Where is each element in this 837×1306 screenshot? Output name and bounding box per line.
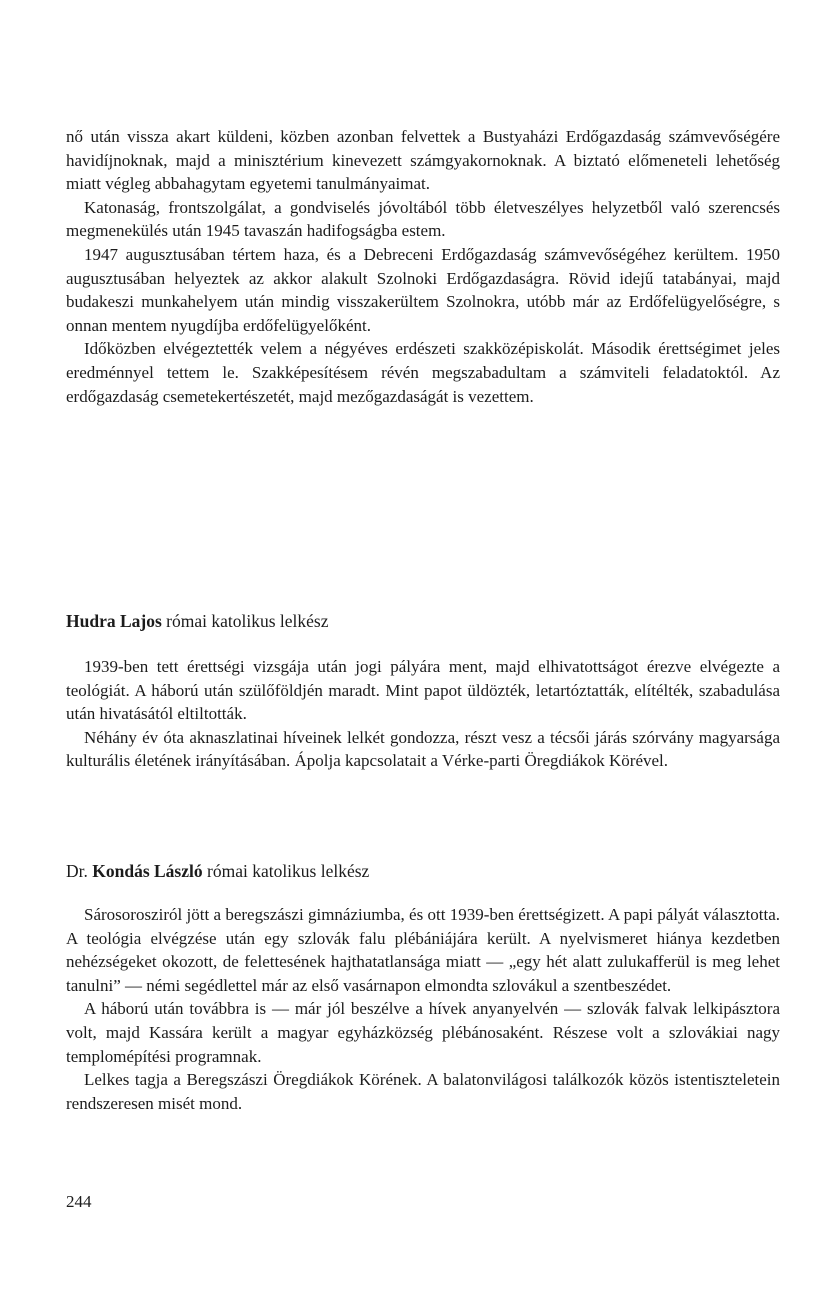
entry-paragraph: Sárosorosziról jött a beregszászi gimnáziumba, és ott 1939-ben érettségizett. A papi pályát választotta. A teológia elvégzése után egy szlovák falu plébániájára került. A nyelvismeret hiánya kezdetben nehézségeket okozott, de felettesének hajthatatlansága miatt — „egy hét alatt zulukafferül is meg lehet tanulni” — némi segédlettel már az első vasárnapon elmondta szlovákul a szentbeszédet. bbox=[66, 905, 780, 995]
entry-role: római katolikus lelkész bbox=[202, 861, 370, 881]
entry-heading-hudra bbox=[66, 609, 780, 633]
entry-role: római katolikus lelkész bbox=[161, 611, 329, 631]
entry-paragraph: Lelkes tagja a Beregszászi Öregdiákok Körének. A balatonvilágosi találkozók közös istentiszteletein rendszeresen misét mond. bbox=[66, 1070, 780, 1113]
entry-name: Kondás László bbox=[92, 861, 203, 881]
entry-heading-kondas bbox=[66, 859, 780, 883]
entry-paragraph: Néhány év óta aknaszlatinai híveinek lelkét gondozza, részt vesz a técsői járás szórvány magyarsága kulturális életének irányításában. Ápolja kapcsolatait a Vérke-parti Öregdiákok Körével. bbox=[66, 727, 780, 771]
intro-paragraph-1: nő után vissza akart küldeni, közben azonban felvettek a Bustyaházi Erdőgazdaság számvevőségére havidíjnoknak, majd a minisztérium kinevezett számgyakornoknak. A biztató előmeneteli lehetőség miatt végleg abbahagytam egyetemi tanulmányaimat. bbox=[66, 127, 780, 194]
entry-paragraph: 1939-ben tett érettségi vizsgája után jogi pályára ment, majd elhivatottságot érezve elvégezte a teológiát. A háború után szülőföldjén maradt. Mint papot üldözték, letartóztatták, elítélték, szabadulása után hivatásától eltiltották. bbox=[66, 657, 780, 724]
entry-name-prefix: Dr. bbox=[66, 861, 93, 881]
entry-paragraph: A háború után továbbra is — már jól beszélve a hívek anyanyelvén — szlovák falvak lelkipásztora volt, majd Kassára került a magyar egyházközség plébánosaként. Részese volt a szlovákiai nagy templomépítési programnak. bbox=[66, 999, 780, 1066]
intro-paragraph-4: Időközben elvégeztették velem a négyéves erdészeti szakközépiskolát. Második érettségimet jeles eredménnyel tettem le. Szakképesítésem révén megszabadultam a számviteli feladatoktól. Az erdőgazdaság csemetekertészetét, majd mezőgazdaságát is vezettem. bbox=[66, 339, 780, 406]
page-number: 244 bbox=[66, 1192, 92, 1211]
entry-body-hudra bbox=[66, 655, 780, 773]
intro-paragraph-3: 1947 augusztusában tértem haza, és a Debreceni Erdőgazdaság számvevőségéhez kerültem. 1950 augusztusában helyeztek az akkor alakult Szolnoki Erdőgazdaságra. Rövid idejű tatabányai, majd budakeszi munkahelyem után mindig visszakerültem Szolnokra, utóbb már az Erdőfelügyelőségre, s onnan mentem nyugdíjba erdőfelügyelőként. bbox=[66, 244, 780, 335]
entry-name: Hudra Lajos bbox=[66, 611, 162, 631]
intro-paragraph-2: Katonaság, frontszolgálat, a gondviselés jóvoltából több életveszélyes helyzetből való szerencsés megmenekülés után 1945 tavaszán hadifogságba estem. bbox=[66, 197, 780, 241]
entry-body-kondas bbox=[66, 903, 780, 1115]
intro-section bbox=[66, 125, 780, 408]
